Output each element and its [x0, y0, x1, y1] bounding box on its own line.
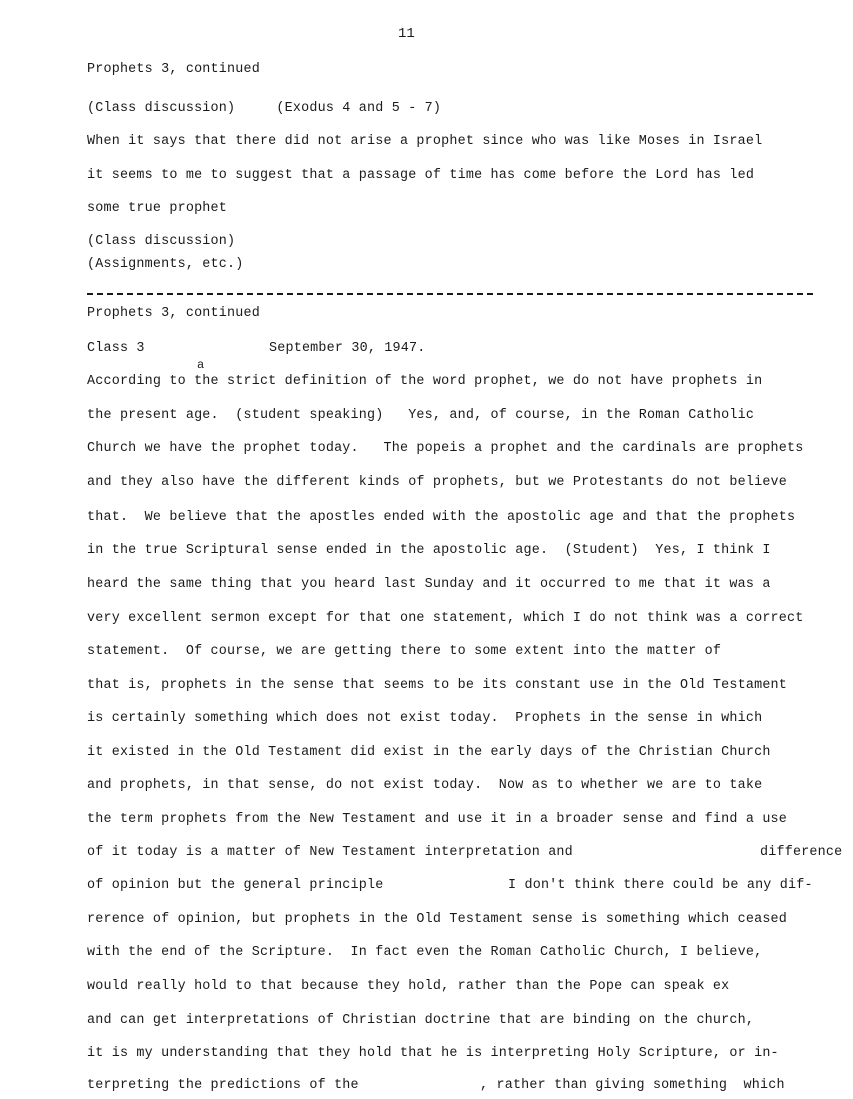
text-line: the present age. (student speaking) Yes, and, of course, in the Roman Catholic [87, 408, 755, 423]
class-discussion-line: (Class discussion) (Exodus 4 and 5 - 7) [87, 101, 442, 116]
text-line: it existed in the Old Testament did exist in the early days of the Christian Church [87, 745, 771, 760]
text-line: According to the strict definition of the word prophet, we do not have prophets in [87, 374, 763, 389]
text-line: and they also have the different kinds of prophets, but we Protestants do not believe [87, 475, 788, 490]
text-line: heard the same thing that you heard last Sunday and it occurred to me that it was a [87, 577, 771, 592]
text-line: When it says that there did not arise a prophet since who was like Moses in Israel [87, 134, 763, 149]
text-line: statement. Of course, we are getting there to some extent into the matter of [87, 644, 722, 659]
text-line: some true prophet [87, 201, 228, 216]
handwritten-insert: a [197, 358, 205, 372]
text-line: would really hold to that because they hold, rather than the Pope can speak ex [87, 979, 730, 994]
text-line: the term prophets from the New Testament and use it in a broader sense and find a use [87, 812, 788, 827]
text-line: that is, prophets in the sense that seems to be its constant use in the Old Testament [87, 678, 788, 693]
text-line: is certainly something which does not exist today. Prophets in the sense in which [87, 711, 763, 726]
assignments-note: (Assignments, etc.) [87, 257, 244, 272]
text-line: in the true Scriptural sense ended in the apostolic age. (Student) Yes, I think I [87, 543, 771, 558]
page-number: 11 [398, 26, 415, 42]
text-line: with the end of the Scripture. In fact even the Roman Catholic Church, I believe, [87, 945, 763, 960]
class-label: Class 3 [87, 341, 145, 356]
section-divider [87, 293, 813, 295]
text-line: and can get interpretations of Christian doctrine that are binding on the church, [87, 1013, 755, 1028]
text-line: rerence of opinion, but prophets in the Old Testament sense is something which ceased [87, 912, 788, 927]
text-fragment: difference [760, 845, 843, 860]
text-line: it seems to me to suggest that a passage of time has come before the Lord has led [87, 168, 755, 183]
text-line: and prophets, in that sense, do not exist today. Now as to whether we are to take [87, 778, 763, 793]
text-line: that. We believe that the apostles ended with the apostolic age and that the prophets [87, 510, 796, 525]
section-heading: Prophets 3, continued [87, 306, 260, 321]
lecture-date: September 30, 1947. [269, 341, 426, 356]
text-fragment: I don't think there could be any dif- [508, 878, 813, 893]
class-discussion-note: (Class discussion) [87, 234, 236, 249]
text-fragment: , rather than giving something which [480, 1078, 785, 1093]
text-line: it is my understanding that they hold that he is interpreting Holy Scripture, or in- [87, 1046, 779, 1061]
text-line: terpreting the predictions of the [87, 1078, 359, 1093]
section-heading: Prophets 3, continued [87, 62, 260, 77]
text-line: of opinion but the general principle [87, 878, 384, 893]
text-line: very excellent sermon except for that one statement, which I do not think was a correct [87, 611, 804, 626]
text-line: of it today is a matter of New Testament interpretation and [87, 845, 573, 860]
text-line: Church we have the prophet today. The popeis a prophet and the cardinals are prophets [87, 441, 804, 456]
